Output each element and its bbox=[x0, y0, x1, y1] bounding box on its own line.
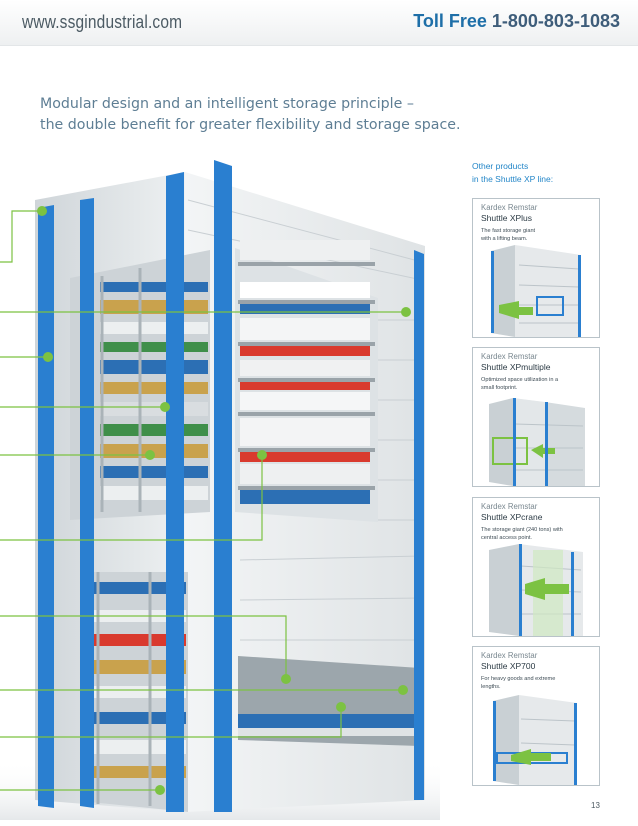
card-name: Shuttle XPcrane bbox=[481, 512, 543, 522]
card-description: Optimized space utilization in a small footprint. bbox=[481, 377, 559, 391]
intro-line-2: the double benefit for greater flexibility and storage space. bbox=[40, 117, 461, 133]
shuttle-xp700-image bbox=[485, 693, 593, 786]
card-name: Shuttle XPlus bbox=[481, 213, 533, 223]
shuttle-xpcrane-image bbox=[485, 544, 593, 637]
intro-headline bbox=[40, 94, 470, 136]
card-brand: Kardex Remstar bbox=[481, 651, 538, 660]
card-brand: Kardex Remstar bbox=[481, 352, 538, 361]
shuttle-xp-illustration bbox=[0, 150, 440, 820]
sidebar-heading: Other products in the Shuttle XP line: bbox=[472, 161, 554, 184]
card-brand: Kardex Remstar bbox=[481, 502, 538, 511]
shuttle-xplus-image bbox=[485, 245, 593, 338]
card-name: Shuttle XP700 bbox=[481, 661, 536, 671]
toll-free-phone[interactable] bbox=[413, 11, 620, 32]
card-brand: Kardex Remstar bbox=[481, 203, 538, 212]
card-description: The fast storage giant with a lifting beam. bbox=[481, 228, 536, 242]
access-tray-bins bbox=[238, 714, 418, 728]
intro-line-1: Modular design and an intelligent storage principle – bbox=[40, 96, 414, 112]
product-card-xpcrane[interactable] bbox=[472, 497, 600, 637]
product-card-xp700[interactable] bbox=[472, 646, 600, 786]
card-description: The storage giant (240 tons) with central access point. bbox=[481, 527, 563, 541]
phone-number: 1-800-803-1083 bbox=[491, 11, 620, 31]
toll-free-label: Toll Free bbox=[413, 11, 487, 31]
page-number: 13 bbox=[591, 801, 600, 810]
card-name: Shuttle XPmultiple bbox=[481, 362, 551, 372]
product-card-xplus[interactable] bbox=[472, 198, 600, 338]
header-bar bbox=[0, 0, 638, 46]
other-products-sidebar bbox=[472, 160, 612, 186]
shuttle-xpmultiple-image bbox=[485, 394, 593, 487]
card-description: For heavy goods and extreme lengths. bbox=[481, 676, 556, 690]
access-tray bbox=[238, 728, 420, 736]
product-card-xpmultiple[interactable] bbox=[472, 347, 600, 487]
site-url[interactable]: www.ssgindustrial.com bbox=[22, 12, 183, 32]
